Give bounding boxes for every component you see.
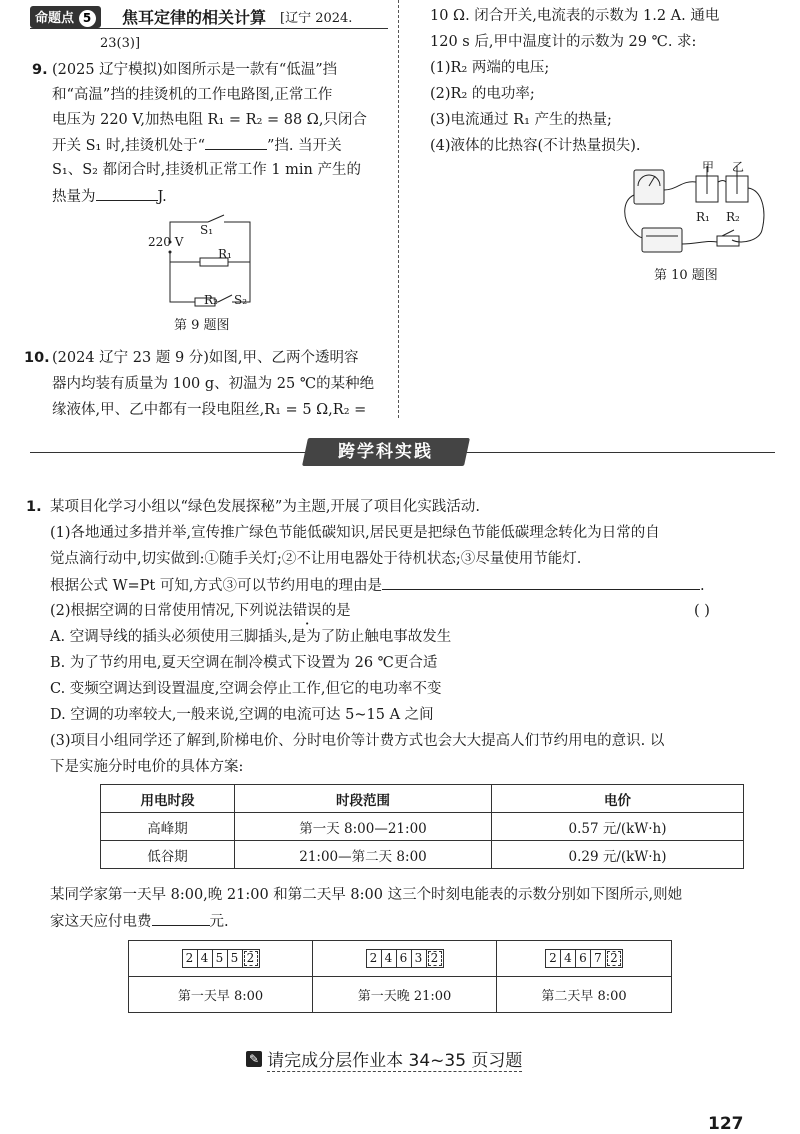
q9-number: 9. bbox=[32, 62, 48, 78]
q1-part2 bbox=[50, 601, 351, 621]
q1-blank-2[interactable] bbox=[152, 911, 210, 926]
q9-text-4b: ”挡. 当开关 bbox=[267, 138, 342, 154]
q1-intro: 某项目化学习小组以“绿色发展探秘”为主题,开展了项目化实践活动. bbox=[50, 499, 481, 515]
meter-digit: 4 bbox=[198, 950, 213, 967]
section-source-cont: 23(3)] bbox=[100, 36, 141, 51]
q9-fig-s2: S₂ bbox=[234, 293, 248, 307]
q10-text-1: (2024 辽宁 23 题 9 分)如图,甲、乙两个透明容 bbox=[52, 350, 359, 366]
meter-digit: 2 bbox=[546, 950, 561, 967]
q10-question-3: (3)电流通过 R₁ 产生的热量; bbox=[430, 112, 612, 128]
table-cell: 0.57 元/(kW·h) bbox=[492, 813, 744, 841]
meter-decimal-digit: 2 bbox=[244, 951, 258, 966]
section-number: 5 bbox=[79, 10, 96, 27]
table-row bbox=[101, 813, 744, 841]
q1-part4-b-text: 家这天应付电费 bbox=[50, 914, 152, 930]
q1-part1-a: (1)各地通过多措并举,宣传推广绿色节能低碳知识,居民更是把绿色节能低碳理念转化为日常的自 bbox=[50, 525, 660, 541]
meter-digit: 6 bbox=[576, 950, 591, 967]
section-title: 焦耳定律的相关计算 bbox=[122, 8, 267, 27]
q1-part1-b: 觉点滴行动中,切实做到:①随手关灯;②不让用电器处于待机状态;③尽量使用节能灯. bbox=[50, 551, 582, 567]
page-number: 127 bbox=[708, 1114, 744, 1134]
meter-table bbox=[128, 940, 672, 1013]
meter-2 bbox=[313, 941, 497, 977]
price-header-range: 时段范围 bbox=[235, 785, 492, 813]
meter-2-display bbox=[366, 949, 444, 968]
meter-digit: 3 bbox=[412, 950, 427, 967]
q9-text-4 bbox=[52, 135, 342, 156]
q10-fig-r2: R₂ bbox=[726, 210, 740, 224]
q9-caption: 第 9 题图 bbox=[174, 318, 230, 333]
q10-fig-jia: 甲 bbox=[702, 160, 715, 174]
meter-2-label: 第一天晚 21:00 bbox=[313, 977, 497, 1013]
q10-question-1: (1)R₂ 两端的电压; bbox=[430, 60, 550, 76]
section-source: [辽宁 2024. bbox=[280, 11, 353, 26]
q9-text-6 bbox=[52, 186, 167, 207]
table-row bbox=[101, 841, 744, 869]
q9-blank-1[interactable] bbox=[205, 135, 267, 150]
pencil-icon: ✎ bbox=[246, 1051, 262, 1067]
meter-digit: 4 bbox=[561, 950, 576, 967]
q10-text-2: 器内均装有质量为 100 g、初温为 25 ℃的某种绝 bbox=[52, 376, 375, 392]
q10-right-2: 120 s 后,甲中温度计的示数为 29 ℃. 求: bbox=[430, 34, 697, 50]
q1-part4-b bbox=[50, 911, 229, 932]
meter-3-display bbox=[545, 949, 623, 968]
meter-digit: 4 bbox=[382, 950, 397, 967]
price-table bbox=[100, 784, 744, 869]
meter-digit: 5 bbox=[228, 950, 243, 967]
meter-labels-row bbox=[129, 977, 672, 1013]
q9-text-6b: J. bbox=[157, 189, 167, 205]
q1-part4-a: 某同学家第一天早 8:00,晚 21:00 和第二天早 8:00 这三个时刻电能表的示数分别如下图所示,则她 bbox=[50, 887, 683, 903]
q1-part3-b: 下是实施分时电价的具体方案: bbox=[50, 759, 244, 775]
table-cell: 第一天 8:00—21:00 bbox=[235, 813, 492, 841]
meter-digit: 6 bbox=[397, 950, 412, 967]
q1-part2-emphasis: 错误 bbox=[292, 603, 322, 619]
table-cell: 高峰期 bbox=[101, 813, 235, 841]
q1-option-c: C. 变频空调达到设置温度,空调会停止工作,但它的电功率不变 bbox=[50, 681, 442, 697]
q1-option-a: A. 空调导线的插头必须使用三脚插头,是为了防止触电事故发生 bbox=[50, 629, 452, 645]
q10-question-2: (2)R₂ 的电功率; bbox=[430, 86, 535, 102]
q9-fig-r2: R₂ bbox=[204, 293, 218, 307]
q1-part3-a: (3)项目小组同学还了解到,阶梯电价、分时电价等计费方式也会大大提高人们节约用电的意识. 以 bbox=[50, 733, 665, 749]
q9-text-2: 和“高温”挡的挂烫机的工作电路图,正常工作 bbox=[52, 87, 333, 103]
q1-part1-c: 根据公式 W=Pt 可知,方式③可以节约用电的理由是 . bbox=[50, 575, 705, 596]
section-tag bbox=[30, 6, 101, 28]
q10-fig-yi: 乙 bbox=[732, 160, 745, 174]
section-tag-label: 命题点 bbox=[35, 11, 75, 26]
meter-digits-row bbox=[129, 941, 672, 977]
meter-1 bbox=[129, 941, 313, 977]
meter-1-label: 第一天早 8:00 bbox=[129, 977, 313, 1013]
section-header bbox=[30, 5, 385, 27]
q10-caption: 第 10 题图 bbox=[654, 268, 718, 283]
meter-1-display bbox=[182, 949, 260, 968]
q9-fig-voltage: 220 V bbox=[148, 235, 184, 249]
q1-option-b: B. 为了节约用电,夏天空调在制冷模式下设置为 26 ℃更合适 bbox=[50, 655, 438, 671]
q9-text-4a: 开关 S₁ 时,挂烫机处于“ bbox=[52, 138, 205, 154]
q1-part2-c: 的是 bbox=[321, 603, 351, 619]
q9-text-1: (2025 辽宁模拟)如图所示是一款有“低温”挡 bbox=[52, 62, 338, 78]
meter-digit: 2 bbox=[183, 950, 198, 967]
footer-note bbox=[246, 1046, 522, 1070]
meter-digit: 2 bbox=[367, 950, 382, 967]
meter-digit: 7 bbox=[591, 950, 606, 967]
q9-text-3: 电压为 220 V,加热电阻 R₁ = R₂ = 88 Ω,只闭合 bbox=[52, 112, 367, 128]
q10-question-4: (4)液体的比热容(不计热量损失). bbox=[430, 138, 641, 154]
q10-right-1: 10 Ω. 闭合开关,电流表的示数为 1.2 A. 通电 bbox=[430, 8, 720, 24]
table-cell: 0.29 元/(kW·h) bbox=[492, 841, 744, 869]
q10-number: 10. bbox=[24, 350, 50, 366]
column-divider bbox=[398, 0, 399, 418]
price-header-price: 电价 bbox=[492, 785, 744, 813]
meter-3-label: 第二天早 8:00 bbox=[497, 977, 672, 1013]
q9-text-5: S₁、S₂ 都闭合时,挂烫机正常工作 1 min 产生的 bbox=[52, 162, 361, 178]
q1-part2-a: (2)根据空调的日常使用情况,下列说法 bbox=[50, 603, 293, 619]
q1-number: 1. bbox=[26, 499, 42, 515]
price-header-period: 用电时段 bbox=[101, 785, 235, 813]
meter-decimal-digit: 2 bbox=[607, 951, 621, 966]
q1-part4-c: 元. bbox=[209, 914, 229, 930]
meter-decimal-digit: 2 bbox=[428, 951, 442, 966]
q9-fig-s1: S₁ bbox=[200, 223, 214, 237]
q1-blank-1[interactable] bbox=[382, 575, 700, 590]
q9-fig-r1: R₁ bbox=[218, 247, 232, 261]
q9-text-6a: 热量为 bbox=[52, 189, 96, 205]
meter-3 bbox=[497, 941, 672, 977]
meter-digit: 5 bbox=[213, 950, 228, 967]
q1-part1-c-text: 根据公式 W=Pt 可知,方式③可以节约用电的理由是 bbox=[50, 578, 382, 594]
q1-option-d: D. 空调的功率较大,一般来说,空调的电流可达 5~15 A 之间 bbox=[50, 707, 434, 723]
table-cell: 低谷期 bbox=[101, 841, 235, 869]
banner-title: 跨学科实践 bbox=[338, 442, 433, 462]
q9-blank-2[interactable] bbox=[96, 186, 158, 201]
q10-text-3: 缘液体,甲、乙中都有一段电阻丝,R₁ = 5 Ω,R₂ = bbox=[52, 402, 367, 418]
footer-text: 请完成分层作业本 34~35 页习题 bbox=[267, 1051, 523, 1071]
price-table-header bbox=[101, 785, 744, 813]
q1-answer-bracket[interactable]: ( ) bbox=[694, 603, 710, 619]
table-cell: 21:00—第二天 8:00 bbox=[235, 841, 492, 869]
q10-fig-r1: R₁ bbox=[696, 210, 710, 224]
